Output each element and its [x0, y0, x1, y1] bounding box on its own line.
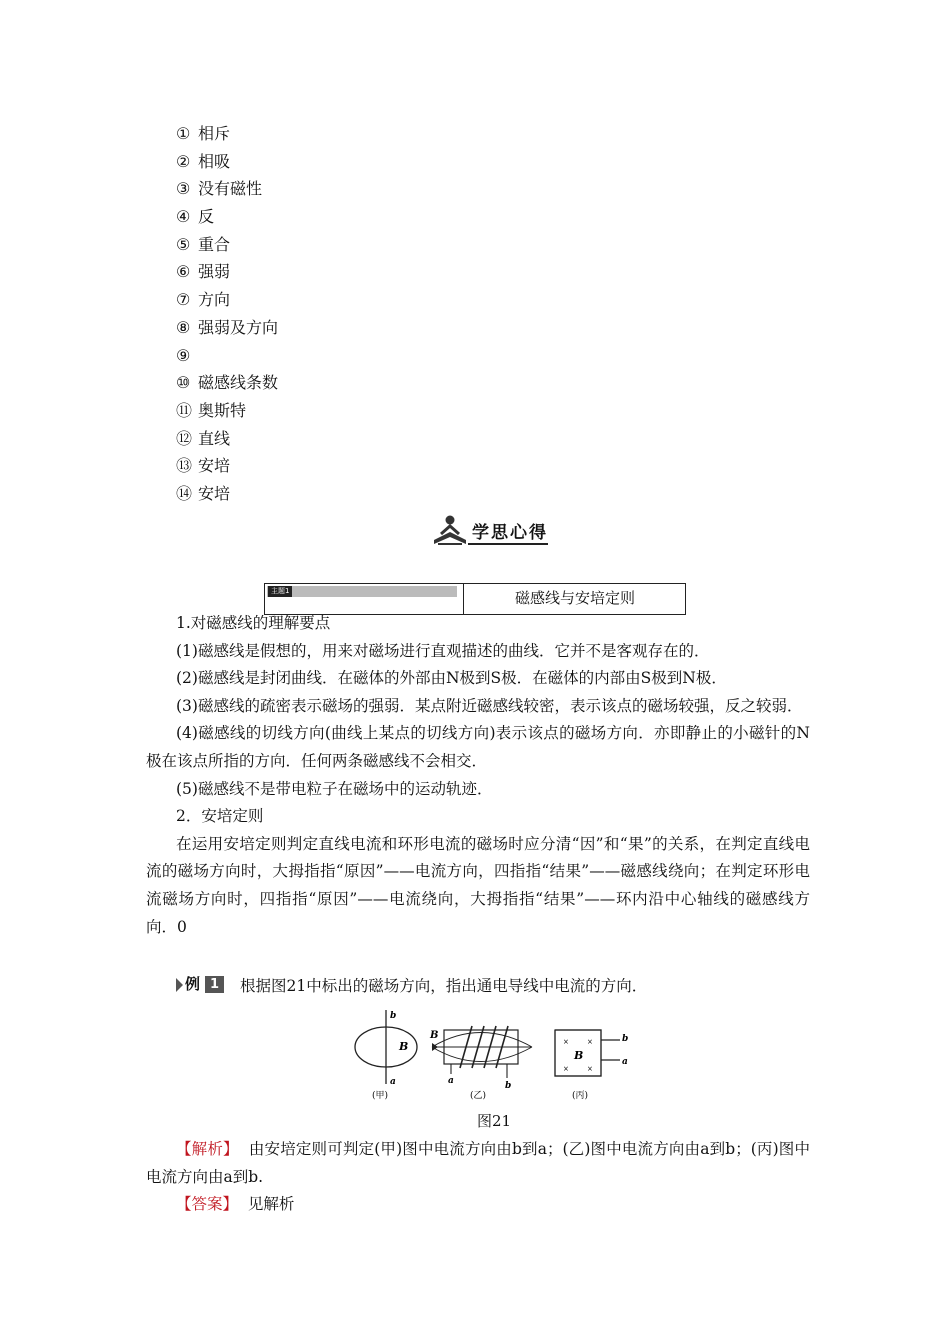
answer	[176, 1191, 294, 1218]
example-badge-number: 1	[205, 976, 224, 993]
figure-caption: 图21	[477, 1112, 512, 1130]
ampere-heading: 2．安培定则	[176, 807, 264, 826]
answer-text: 直线	[198, 428, 231, 448]
answer-number: ⑭	[176, 483, 193, 503]
answer-number: ③	[176, 179, 191, 199]
answer-text: 安培	[198, 483, 231, 503]
section-title: 学思心得	[472, 523, 548, 543]
answer-item	[176, 231, 278, 259]
bing-lower-label: a	[622, 1057, 628, 1067]
answer-item	[176, 397, 278, 425]
analysis	[146, 1136, 810, 1191]
analysis-tag: 【解析】	[176, 1140, 239, 1158]
answer-item	[176, 258, 278, 286]
yi-B-label: B	[430, 1030, 439, 1041]
yi-right-label: b	[505, 1081, 512, 1091]
topic-title: 磁感线与安培定则	[514, 589, 635, 607]
answer-item	[176, 342, 278, 370]
answer-number: ⑦	[176, 290, 191, 310]
answer-item	[176, 452, 278, 480]
answer-text: 相吸	[198, 151, 231, 171]
answer-text: 安培	[198, 456, 231, 476]
answer-text: 反	[198, 207, 215, 227]
bing-upper-label: b	[622, 1034, 629, 1044]
figure-21	[350, 1008, 640, 1108]
example-question-text: 根据图21中标出的磁场方向，指出通电导线中电流的方向．	[240, 977, 648, 995]
jia-top-label: b	[390, 1011, 397, 1021]
analysis-text: 由安培定则可判定(甲)图中电流方向由b到a；(乙)图中电流方向由a到b；(丙)图中电流方向由a到b.	[146, 1140, 810, 1186]
example-badge	[176, 975, 226, 994]
svg-text:×: ×	[587, 1065, 593, 1073]
answer-number: ⑨	[176, 345, 191, 365]
answer-number: ⑩	[176, 373, 191, 393]
answer-text: 强弱	[198, 262, 231, 282]
play-triangle-icon	[176, 978, 183, 992]
ampere-body: 在运用安培定则判定直线电流和环形电流的磁场时应分清“因”和“果”的关系，在判定直线电流的磁场方向时，大拇指指“原因”——电流方向，四指指“结果”——磁感线绕向；在判定环形电流磁场方向时，四指指“原因”——电流绕向，大拇指指“结果”——环内沿中心轴线的磁感线方向．0	[146, 834, 810, 936]
topic-tag: 主题1	[268, 586, 292, 597]
points-block	[146, 610, 810, 941]
jia-B-label: B	[399, 1040, 409, 1053]
answer-item	[176, 175, 278, 203]
answer-number: ②	[176, 151, 191, 171]
svg-text:×: ×	[563, 1065, 569, 1073]
bing-caption: (丙)	[572, 1091, 589, 1101]
answer-tag: 【答案】	[176, 1195, 239, 1213]
section-rule	[468, 543, 548, 545]
topic-bar	[267, 586, 457, 597]
answer-item	[176, 425, 278, 453]
answer-text: 磁感线条数	[198, 373, 279, 393]
yi-left-label: a	[448, 1076, 454, 1086]
answer-number: ④	[176, 207, 191, 227]
point-4: (4)磁感线的切线方向(曲线上某点的切线方向)表示该点的磁场方向．亦即静止的小磁针的N极在该点所指的方向．任何两条磁感线不会相交．	[146, 724, 810, 770]
answer-number: ①	[176, 124, 191, 143]
answer-item	[176, 314, 278, 342]
figure-jia	[355, 1010, 417, 1101]
answer-number: ⑧	[176, 317, 191, 337]
point-2: (2)磁感线是封闭曲线．在磁体的外部由N极到S极．在磁体的内部由S极到N极．	[176, 669, 727, 688]
point-3: (3)磁感线的疏密表示磁场的强弱．某点附近磁感线较密，表示该点的磁场较强，反之较弱．	[176, 696, 803, 715]
reading-person-icon	[432, 514, 468, 546]
point-1: (1)磁感线是假想的，用来对磁场进行直观描述的曲线．它并不是客观存在的．	[176, 641, 710, 660]
example-question	[176, 973, 647, 1000]
answer-text: 方向	[198, 290, 231, 310]
answer-text: 强弱及方向	[198, 317, 279, 337]
answer-number: ⑤	[176, 234, 191, 254]
answer-item	[176, 286, 278, 314]
example-badge-word: 例	[185, 975, 201, 993]
bing-B-label: B	[574, 1049, 584, 1062]
figure-yi	[429, 1026, 532, 1101]
answer-item	[176, 148, 278, 176]
answer-text: 见解析	[247, 1195, 295, 1213]
jia-bottom-label: a	[390, 1077, 396, 1087]
answer-number: ⑬	[176, 456, 193, 476]
svg-text:×: ×	[563, 1038, 569, 1046]
answer-item	[176, 369, 278, 397]
svg-text:×: ×	[587, 1038, 593, 1046]
answer-number: ⑥	[176, 262, 191, 282]
jia-caption: (甲)	[372, 1091, 389, 1101]
answers-list	[176, 120, 278, 508]
figure-bing	[555, 1030, 628, 1101]
answer-number: ⑪	[176, 400, 193, 420]
points-heading: 1.对磁感线的理解要点	[176, 614, 331, 632]
answer-item	[176, 203, 278, 231]
answer-text: 相斥	[198, 124, 231, 143]
answer-text: 没有磁性	[198, 179, 263, 199]
answer-item	[176, 480, 278, 508]
point-5: (5)磁感线不是带电粒子在磁场中的运动轨迹．	[176, 779, 493, 798]
answer-number: ⑫	[176, 428, 193, 448]
yi-caption: (乙)	[470, 1091, 487, 1101]
answer-item	[176, 120, 278, 148]
answer-text: 重合	[198, 234, 231, 254]
section-heading	[432, 514, 552, 548]
answer-text: 奥斯特	[198, 400, 247, 420]
